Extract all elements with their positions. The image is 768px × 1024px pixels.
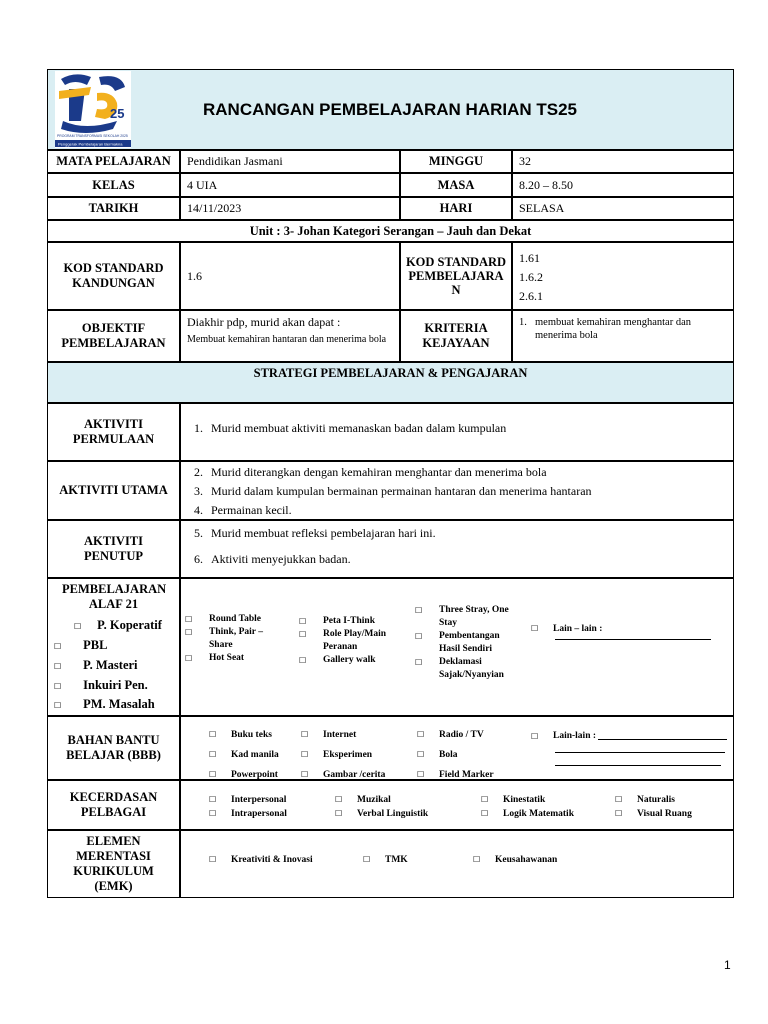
bbb-col3 <box>417 725 494 785</box>
pab21-col3 <box>415 604 525 682</box>
strategy-title: STRATEGI PEMBELAJARAN & PENGAJARAN <box>253 366 528 380</box>
pab21-label-cell <box>47 578 180 716</box>
week-label: MINGGU <box>400 150 512 173</box>
objective-intro: Diakhir pdp, murid akan dapat : <box>187 315 341 329</box>
kp-item: ☐ Muzikal <box>335 795 391 805</box>
bbb-item: ☐ Powerpoint <box>209 770 278 780</box>
list-item: 2. Murid diterangkan dengan kemahiran menghantar dan menerima bola <box>194 465 547 479</box>
pab21-option: ☐ Inkuiri Pen. <box>54 678 148 692</box>
day-label: HARI <box>400 197 512 220</box>
page-number: 1 <box>724 958 731 972</box>
subject-label: MATA PELAJARAN <box>47 150 180 173</box>
criteria-number: 1. <box>519 317 527 328</box>
kp-item: ☐ Verbal Linguistik <box>335 809 429 819</box>
list-item: 1. Murid membuat aktiviti memanaskan badan dalam kumpulan <box>194 421 507 435</box>
page-title: RANCANGAN PEMBELAJARAN HARIAN TS25 <box>202 100 578 119</box>
class-value: 4 UIA <box>180 173 400 197</box>
bbb-item: ☐ Kad manila <box>209 750 279 760</box>
criteria-cell <box>512 310 734 362</box>
pab21-item: ☐ Think, Pair – Share <box>185 627 263 650</box>
bbb-item: ☐ Field Marker <box>417 770 494 780</box>
bbb-other-line <box>555 764 721 766</box>
list-item: 3. Murid dalam kumpulan bermainan permainan hantaran dan menerima hantaran <box>194 484 592 498</box>
kp-col2 <box>335 793 428 821</box>
criteria-label: KRITERIA KEJAYAAN <box>400 310 512 362</box>
bbb-options-cell <box>180 716 734 780</box>
pab21-item: ☐ Hot Seat <box>185 653 245 663</box>
emk-item: ☐ TMK <box>363 855 408 865</box>
criteria-text: membuat kemahiran menghantar dan menerima bola <box>535 317 691 341</box>
list-item: 4. Permainan kecil. <box>194 503 292 517</box>
emk-options-cell <box>180 830 734 898</box>
kp-item: ☐ Visual Ruang <box>615 809 692 819</box>
pab21-label: PEMBELAJARAN ALAF 21 <box>62 582 167 611</box>
bbb-item: ☐ Gambar /cerita <box>301 770 386 780</box>
main-activity-label: AKTIVITI UTAMA <box>47 461 180 520</box>
pab21-option: ☐ P. Masteri <box>54 658 138 672</box>
bbb-other-line <box>555 751 725 753</box>
emk-item: ☐ Keusahawanan <box>473 855 558 865</box>
main-activity-list <box>180 461 734 520</box>
pab21-item: ☐ Three Stray, One Stay <box>415 605 509 628</box>
kp-col1 <box>209 793 287 821</box>
start-activity-label: AKTIVITI PERMULAAN <box>47 403 180 461</box>
kp-item: ☐ Logik Matematik <box>481 809 574 819</box>
objective-label: OBJEKTIF PEMBELAJARAN <box>47 310 180 362</box>
list-item: 5. Murid membuat refleksi pembelajaran hari ini. <box>194 526 436 540</box>
pab21-col2 <box>299 615 399 667</box>
pab21-other-line <box>555 638 711 640</box>
kp-label: KECERDASAN PELBAGAI <box>47 780 180 830</box>
content-standard-label: KOD STANDARD KANDUNGAN <box>47 242 180 310</box>
close-activity-label: AKTIVITI PENUTUP <box>47 520 180 578</box>
ts25-logo <box>55 71 131 148</box>
learning-standard-value: 1.61 <box>519 251 540 265</box>
content-standard-value: 1.6 <box>180 242 400 310</box>
bbb-item: ☐ Bola <box>417 750 458 760</box>
bbb-item: ☐ Buku teks <box>209 730 272 740</box>
pab21-item: ☐ Round Table <box>185 614 262 624</box>
kp-item: ☐ Interpersonal <box>209 795 287 805</box>
bbb-label: BAHAN BANTU BELAJAR (BBB) <box>47 716 180 780</box>
bbb-col2 <box>301 725 385 785</box>
date-value: 14/11/2023 <box>180 197 400 220</box>
logo-caption-2: Penggerak Pembelajaran Bermakna <box>58 141 123 147</box>
subject-value: Pendidikan Jasmani <box>180 150 400 173</box>
strategy-title-row <box>47 362 734 403</box>
bbb-col1 <box>209 725 279 785</box>
bbb-item: ☐ Radio / TV <box>417 730 484 740</box>
bbb-other: ☐ Lain-lain : <box>531 730 727 766</box>
pab21-item: ☐ Pembentangan Hasil Sendiri <box>415 631 500 654</box>
pab21-item: ☐ Peta I-Think <box>299 616 375 626</box>
bbb-item: ☐ Eksperimen <box>301 750 373 760</box>
learning-standard-label: KOD STANDARD PEMBELAJARA N <box>400 242 512 310</box>
close-activity-list <box>180 520 734 578</box>
pab21-col1 <box>185 613 295 665</box>
learning-standard-value: 1.6.2 <box>519 270 543 284</box>
start-activity-list <box>180 403 734 461</box>
kp-item: ☐ Intrapersonal <box>209 809 287 819</box>
kp-col4 <box>615 793 692 821</box>
pab21-option: ☐ PBL <box>54 638 108 652</box>
emk-label: ELEMEN MERENTASI KURIKULUM (EMK) <box>47 830 180 898</box>
list-item: 6. Aktiviti menyejukkan badan. <box>194 552 351 566</box>
pab21-item: ☐ Role Play/Main Peranan <box>299 629 387 652</box>
pab21-other: ☐ Lain – lain : <box>531 622 721 640</box>
week-value: 32 <box>512 150 734 173</box>
time-label: MASA <box>400 173 512 197</box>
logo-caption-1: PROGRAM TRANSFORMASI SEKOLAH 2025 <box>57 134 128 138</box>
kp-col3 <box>481 793 574 821</box>
time-value: 8.20 – 8.50 <box>512 173 734 197</box>
kp-item: ☐ Naturalis <box>615 795 675 805</box>
unit-title: Unit : 3- Johan Kategori Serangan – Jauh dan Dekat <box>47 220 734 242</box>
pab21-options-cell <box>180 578 734 716</box>
bbb-item: ☐ Internet <box>301 730 357 740</box>
objective-cell <box>180 310 400 362</box>
learning-standard-value: 2.6.1 <box>519 289 543 303</box>
learning-standard-values <box>512 242 734 310</box>
kp-options-cell <box>180 780 734 830</box>
pab21-option: ☐ PM. Masalah <box>54 697 155 711</box>
objective-text: Membuat kemahiran hantaran dan menerima bola <box>187 334 387 345</box>
pab21-item: ☐ Gallery walk <box>299 655 376 665</box>
kp-item: ☐ Kinestatik <box>481 795 546 805</box>
logo-number: 25 <box>110 106 125 121</box>
class-label: KELAS <box>47 173 180 197</box>
day-value: SELASA <box>512 197 734 220</box>
pab21-item: ☐ Deklamasi Sajak/Nyanyian <box>415 657 504 680</box>
pab21-option: ☐ P. Koperatif <box>74 618 162 632</box>
emk-item: ☐ Kreativiti & Inovasi <box>209 855 313 865</box>
date-label: TARIKH <box>47 197 180 220</box>
logo-icon <box>55 71 131 148</box>
